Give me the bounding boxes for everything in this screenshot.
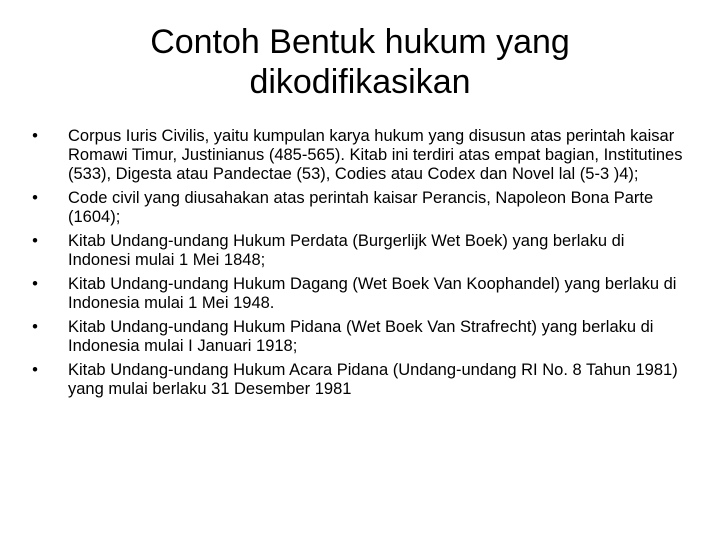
slide-title-line-1: Contoh Bentuk hukum yang [150,23,570,61]
bullet-item [28,232,688,270]
bullet-text: Code civil yang diusahakan atas perintah kaisar Perancis, Napoleon Bona Parte (1604); [68,189,654,226]
bullet-point-icon: • [32,127,38,145]
bullet-item [28,189,688,227]
bullet-point-icon: • [32,189,38,207]
bullet-text: Kitab Undang-undang Hukum Dagang (Wet Boek Van Koophandel) yang berlaku di Indonesia mulai 1 Mei 1948. [68,275,677,312]
bullet-item [28,127,688,184]
slide-title [40,22,680,102]
bullet-point-icon: • [32,232,38,250]
bullet-item [28,275,688,313]
bullet-text: Kitab Undang-undang Hukum Acara Pidana (Undang-undang RI No. 8 Tahun 1981) yang mulai berlaku 31 Desember 1981 [68,361,678,398]
bullet-point-icon: • [32,318,38,336]
slide-title-line-2: dikodifikasikan [249,63,471,101]
bullet-point-icon: • [32,275,38,293]
bullet-text: Corpus Iuris Civilis, yaitu kumpulan karya hukum yang disusun atas perintah kaisar Romawi Timur, Justinianus (485-565). Kitab ini terdiri atas empat bagian, Institutines (533), Digesta atau Pandectae (53), Codies atau Codex dan Novel lal (5-3 )4); [68,127,683,183]
bullet-text: Kitab Undang-undang Hukum Pidana (Wet Boek Van Strafrecht) yang berlaku di Indonesia mulai I Januari 1918; [68,318,654,355]
bullet-text: Kitab Undang-undang Hukum Perdata (Burgerlijk Wet Boek) yang berlaku di Indonesi mulai 1 Mei 1848; [68,232,625,269]
bullet-item [28,361,688,399]
bullet-point-icon: • [32,361,38,379]
bullet-item [28,318,688,356]
bullet-list [28,127,688,404]
